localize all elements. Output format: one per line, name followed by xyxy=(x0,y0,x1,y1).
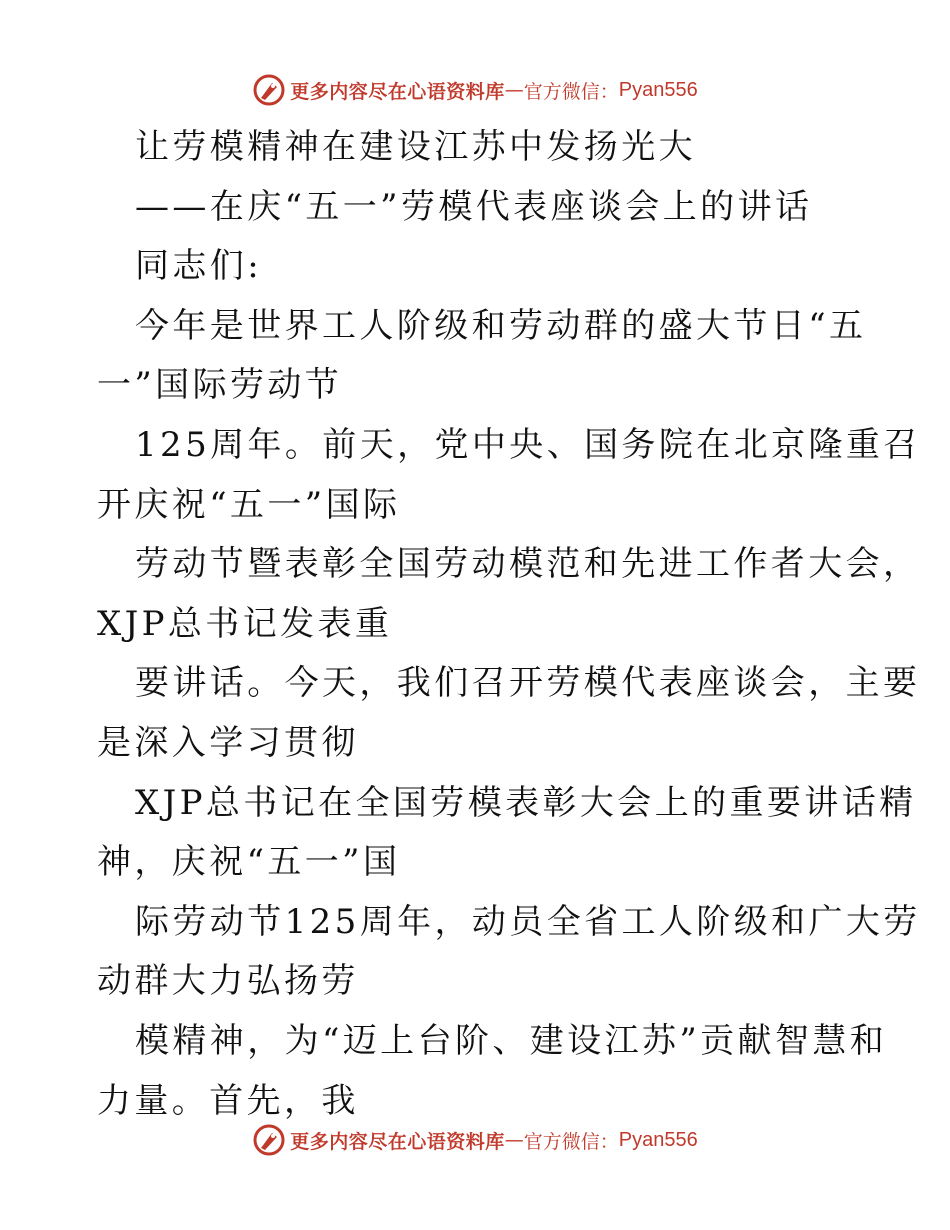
text-line: 力量。首先，我 xyxy=(97,1080,359,1121)
watermark-dash: — xyxy=(504,79,524,101)
text-line: XJP总书记发表重 xyxy=(97,603,393,644)
watermark-footer xyxy=(0,1120,950,1160)
text-line: 今年是世界工人阶级和劳动群的盛大节日“五 xyxy=(135,305,867,346)
watermark-site: 更多内容尽在心语资料库 xyxy=(290,80,505,103)
watermark-dash: — xyxy=(504,1129,524,1151)
text-line: 是深入学习贯彻 xyxy=(97,722,359,763)
text-line: 125周年。前天，党中央、国务院在北京隆重召 xyxy=(135,424,921,465)
text-line: 同志们: xyxy=(135,246,263,287)
watermark-id: Pyan556 xyxy=(618,78,698,101)
text-line: 际劳动节125周年，动员全省工人阶级和广大劳 xyxy=(135,901,921,942)
text-line: 神，庆祝“五一”国 xyxy=(97,842,401,883)
watermark-header xyxy=(0,70,950,110)
text-line: XJP总书记在全国劳模表彰大会上的重要讲话精 xyxy=(135,782,917,823)
text-line: 要讲话。今天，我们召开劳模代表座谈会，主要 xyxy=(135,663,921,704)
watermark-id: Pyan556 xyxy=(618,1128,698,1151)
pen-nib-circle-icon xyxy=(252,73,286,107)
watermark-label: 官方微信： xyxy=(523,80,619,103)
text-line: 模精神，为“迈上台阶、建设江苏”贡献智慧和 xyxy=(135,1020,888,1061)
text-line: ——在庆“五一”劳模代表座谈会上的讲话 xyxy=(135,186,813,227)
text-line: 开庆祝“五一”国际 xyxy=(97,484,401,525)
text-line: 动群大力弘扬劳 xyxy=(97,961,359,1002)
pen-nib-circle-icon xyxy=(252,1123,286,1157)
document-body xyxy=(97,118,921,1131)
watermark-label: 官方微信： xyxy=(523,1130,619,1153)
text-line: 劳动节暨表彰全国劳动模范和先进工作者大会， xyxy=(135,544,921,585)
text-line: 一”国际劳动节 xyxy=(97,365,343,406)
watermark-site: 更多内容尽在心语资料库 xyxy=(290,1130,505,1153)
text-line: 让劳模精神在建设江苏中发扬光大 xyxy=(135,127,696,167)
